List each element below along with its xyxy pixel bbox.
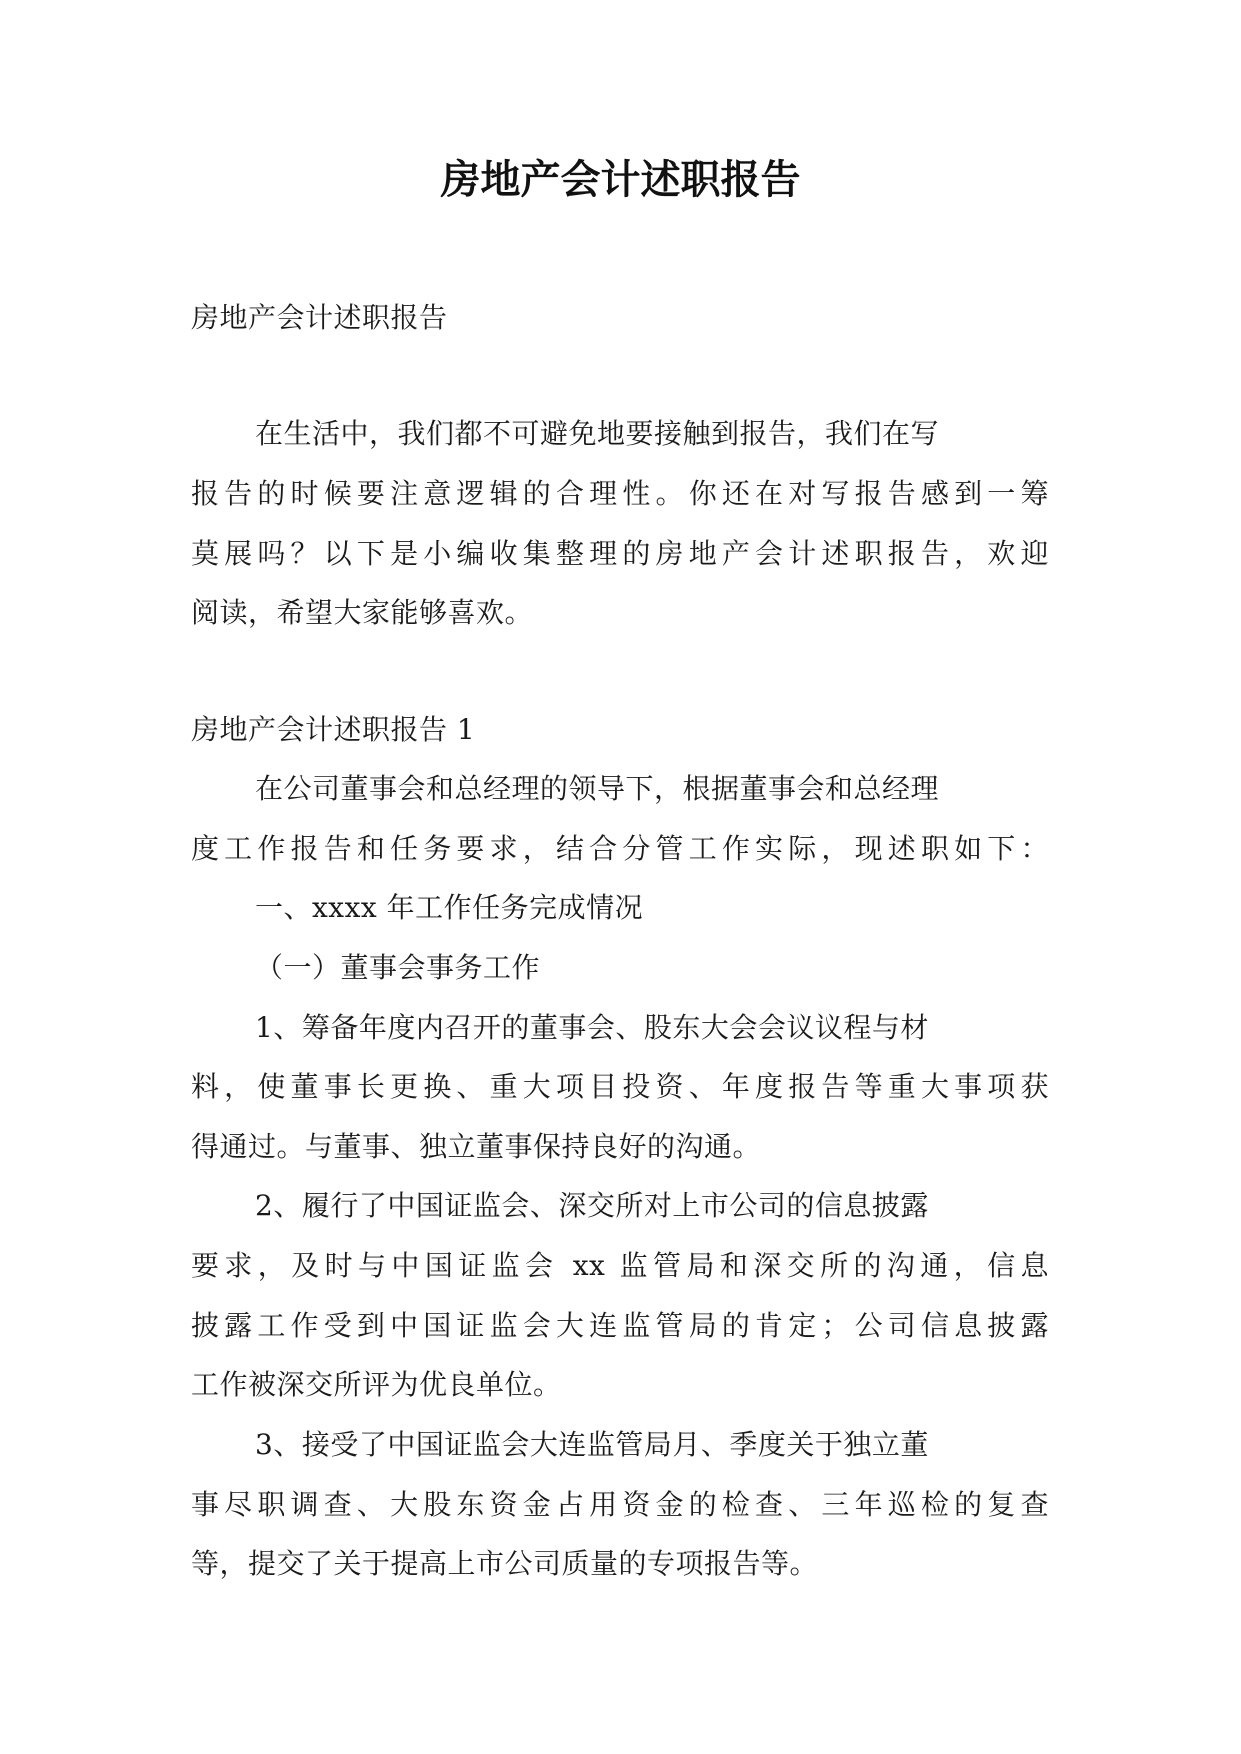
- body-line: 料，使董事长更换、重大项目投资、年度报告等重大事项获: [191, 1070, 1049, 1103]
- body-line: 度工作报告和任务要求，结合分管工作实际，现述职如下：: [191, 832, 1049, 865]
- body-line: 1、筹备年度内召开的董事会、股东大会会议议程与材: [255, 1011, 929, 1044]
- intro-paragraph-line: 阅读，希望大家能够喜欢。: [191, 596, 534, 629]
- document-title: 房地产会计述职报告: [440, 156, 801, 203]
- intro-paragraph-line: 莫展吗？以下是小编收集整理的房地产会计述职报告，欢迎: [191, 537, 1049, 570]
- body-line: 在公司董事会和总经理的领导下，根据董事会和总经理: [255, 772, 940, 805]
- section-heading: 房地产会计述职报告 1: [191, 713, 476, 746]
- body-heading-line: 一、xxxx 年工作任务完成情况: [255, 891, 644, 924]
- intro-paragraph-line: 在生活中，我们都不可避免地要接触到报告，我们在写: [255, 417, 940, 450]
- body-line: 事尽职调查、大股东资金占用资金的检查、三年巡检的复查: [191, 1488, 1049, 1521]
- body-line: 等，提交了关于提高上市公司质量的专项报告等。: [191, 1547, 819, 1580]
- body-line: 工作被深交所评为优良单位。: [191, 1368, 562, 1401]
- body-line: 得通过。与董事、独立董事保持良好的沟通。: [191, 1130, 762, 1163]
- body-line: 披露工作受到中国证监会大连监管局的肯定；公司信息披露: [191, 1309, 1049, 1342]
- body-line: 3、接受了中国证监会大连监管局月、季度关于独立董: [255, 1428, 929, 1461]
- intro-paragraph-line: 报告的时候要注意逻辑的合理性。你还在对写报告感到一筹: [191, 477, 1049, 510]
- body-line: 要求，及时与中国证监会 xx 监管局和深交所的沟通，信息: [191, 1249, 1049, 1282]
- body-subheading-line: （一）董事会事务工作: [255, 951, 541, 984]
- body-line: 2、履行了中国证监会、深交所对上市公司的信息披露: [255, 1189, 929, 1222]
- document-subtitle: 房地产会计述职报告: [191, 301, 448, 334]
